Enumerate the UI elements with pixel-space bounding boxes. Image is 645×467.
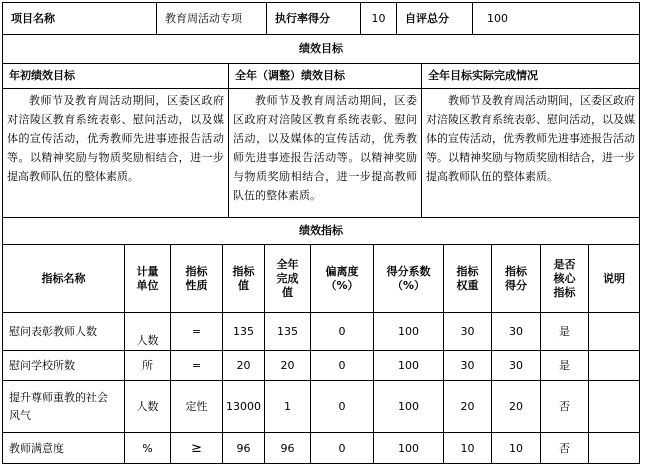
table-row-target: 13000: [226, 399, 261, 413]
table-row-target: 20: [236, 358, 251, 372]
col-header-score: 指标得分: [505, 264, 527, 292]
col-header-target: 指标值: [232, 264, 255, 292]
table-row-unit: 所: [142, 358, 153, 372]
table-row-core: 否: [559, 441, 570, 455]
table-row-nature: 定性: [185, 399, 208, 413]
table-row-target: 135: [233, 324, 254, 338]
table-row-deviation: 0: [338, 441, 346, 455]
goals-section-title: 绩效目标: [299, 42, 343, 55]
col-header-deviation: 偏离度（%）: [325, 264, 359, 292]
table-row-score: 30: [509, 358, 523, 372]
table-row-note: [589, 313, 639, 350]
col-header-note: 说明: [603, 271, 625, 285]
self-score-label: 自评总分: [405, 11, 449, 25]
table-row-note: [589, 351, 639, 380]
table-row-note: [589, 433, 639, 464]
table-row-note: [589, 381, 639, 432]
table-row-coef: 100: [398, 441, 419, 455]
table-row-core: 否: [559, 399, 570, 413]
table-row-core: 是: [559, 358, 570, 372]
table-row-weight: 30: [460, 358, 475, 372]
table-row-name: 教师满意度: [9, 441, 64, 455]
self-score-value: 100: [487, 11, 508, 25]
goals-col-initial: 年初绩效目标: [9, 69, 75, 82]
table-row-coef: 100: [398, 358, 419, 372]
goals-text-adjusted: 教师节及教育周活动期间，区委区政府对涪陵区教育系统表彰、慰问活动，以及媒体的宣传活动，优秀教师先进事迹报告活动等。以精神奖励与物质奖励相结合，进一步提高教师队伍的整体素质。: [233, 94, 417, 202]
col-header-name: 指标名称: [41, 271, 86, 285]
table-row-unit: 人数: [136, 333, 159, 347]
table-row-target: 96: [236, 441, 251, 455]
table-row-score: 30: [509, 324, 523, 338]
col-header-actual: 全年完成值: [276, 257, 299, 299]
goals-text-initial: 教师节及教育周活动期间，区委区政府对涪陵区教育系统表彰、慰问活动，以及媒体的宣传活动，优秀教师先进事迹报告活动等。以精神奖励与物质奖励相结合，进一步提高教师队伍的整体素质。: [7, 94, 224, 183]
table-row-nature: ≥: [191, 440, 202, 456]
table-row-actual: 1: [284, 399, 291, 413]
table-row-coef: 100: [398, 399, 419, 413]
table-row-score: 10: [509, 441, 523, 455]
table-row-name: 慰问表彰教师人数: [9, 324, 97, 338]
table-row-name: 提升尊师重教的社会风气: [9, 390, 108, 422]
table-row-name: 慰问学校所数: [9, 358, 75, 372]
exec-rate-value: 10: [371, 11, 386, 25]
table-row-unit: 人数: [136, 399, 159, 413]
row-divider: [2, 88, 640, 89]
table-row-weight: 20: [460, 399, 475, 413]
table-row-actual: 135: [277, 324, 298, 338]
table-row-deviation: 0: [338, 324, 346, 338]
table-row-nature: =: [191, 358, 202, 372]
col-header-coef: 得分系数（%）: [386, 264, 431, 292]
col-header-weight: 指标权重: [456, 264, 479, 292]
table-row-actual: 20: [280, 358, 295, 372]
exec-rate-label: 执行率得分: [275, 11, 330, 25]
table-row-unit: %: [142, 441, 153, 455]
goals-col-actual: 全年目标实际完成情况: [428, 69, 538, 82]
table-row-weight: 10: [460, 441, 475, 455]
table-row-actual: 96: [280, 441, 295, 455]
col-header-unit: 计量单位: [136, 264, 159, 292]
table-row-score: 20: [509, 399, 523, 413]
project-name-label: 项目名称: [11, 11, 55, 25]
col-header-core: 是否核心指标: [553, 257, 576, 299]
table-row-deviation: 0: [338, 358, 346, 372]
table-row-deviation: 0: [338, 399, 346, 413]
goals-col-adjusted: 全年（调整）绩效目标: [235, 69, 345, 82]
table-row-coef: 100: [398, 324, 419, 338]
table-row-weight: 30: [460, 324, 475, 338]
table-row-nature: =: [191, 324, 202, 338]
table-row-core: 是: [559, 324, 570, 338]
project-name-value: 教育周活动专项: [165, 11, 242, 25]
indicators-section-title: 绩效指标: [299, 224, 343, 237]
col-header-nature: 指标性质: [185, 264, 208, 292]
goals-text-actual: 教师节及教育周活动期间，区委区政府对涪陵区教育系统表彰、慰问活动，以及媒体的宣传活动，优秀教师先进事迹报告活动等。以精神奖励与物质奖励相结合，进一步提高教师队伍的整体素质。: [426, 94, 635, 183]
